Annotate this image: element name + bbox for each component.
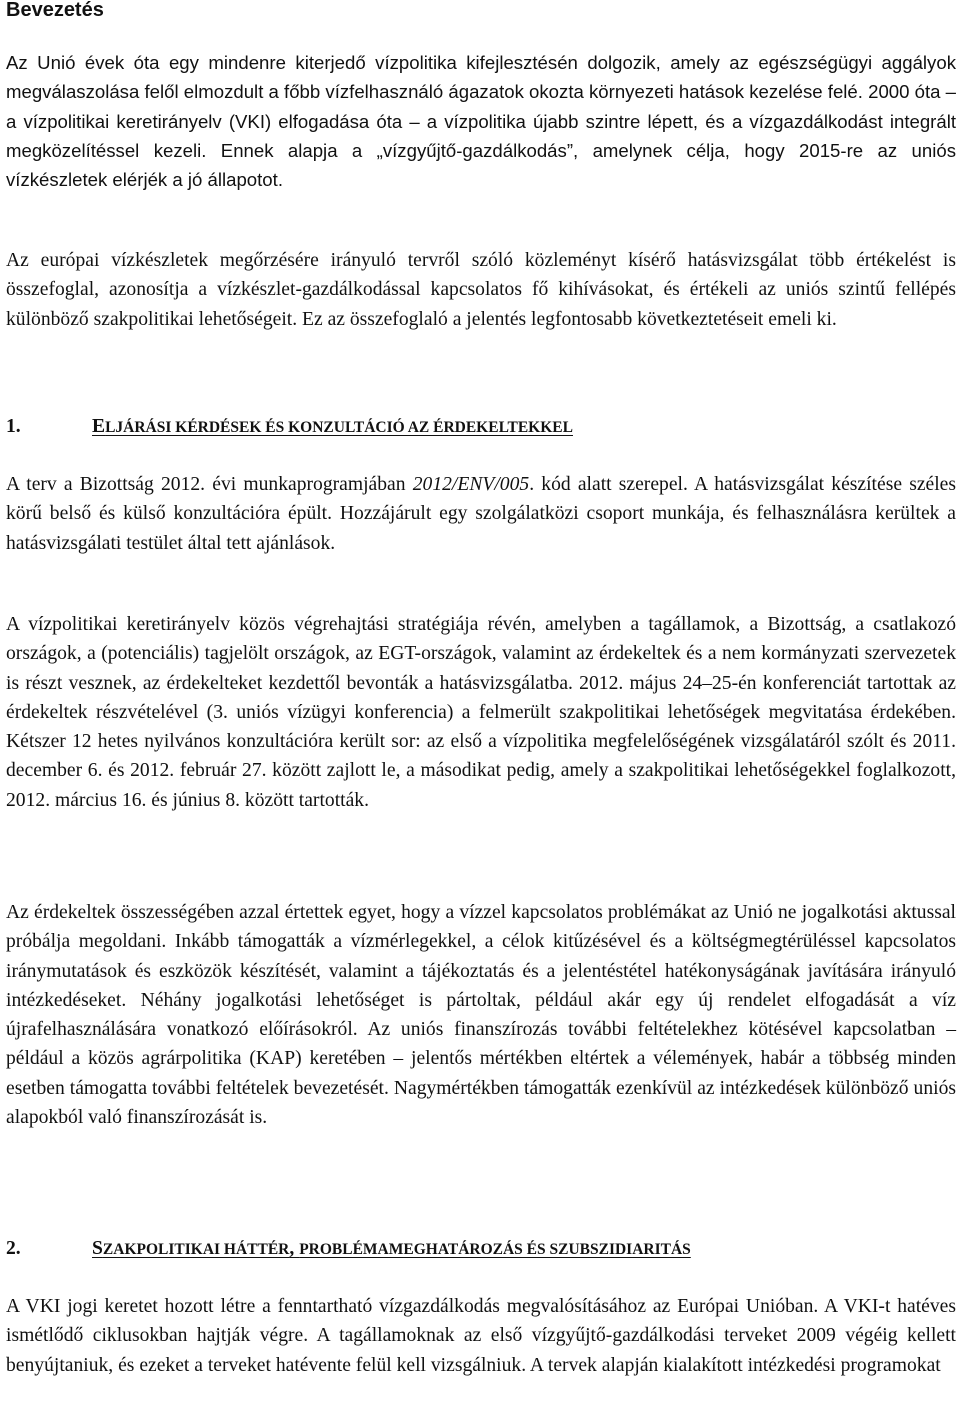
intro-paragraph-1: Az Unió évek óta egy mindenre kiterjedő vízpolitika kifejlesztésén dolgozik, amely az egészségügyi aggályok megválaszolása felől elmozdult a főbb vízfelhasználó ágazatok okozta környezeti hatások kezelése felé. 2000 óta – a vízpolitikai keretirányelv (VKI) elfogadása óta – a vízpolitika újabb szintre lépett, és a vízgazdálkodást integrált megközelítéssel kezeli. Ennek alapja a „vízgyűjtő-gazdálkodás”, amelynek célja, hogy 2015-re az uniós vízkészletek elérjék a jó állapotot. [6, 52, 956, 191]
section-1-paragraph-2: A vízpolitikai keretirányelv közös végrehajtási stratégiája révén, amelyben a tagállamok, a Bizottság, a csatlakozó országok, a (potenciális) tagjelölt országok, az EGT-országok, valamint az érdekeltek és a nem kormányzati szervezetek is részt vesznek, az érdekelteket kezdettől bevonták a hatásvizsgálatba. 2012. május 24–25-én konferenciát tartottak az érdekeltek részvételével (3. uniós vízügyi konferencia) a felmerült szakpolitikai lehetőségek megvitatása érdekében. Kétszer 12 hetes nyilvános konzultációra került sor: az első a vízpolitika megfelelőségének vizsgálatáról szólt és 2011. december 6. és 2012. február 27. között zajlott le, a másodikat pedig, amely a szakpolitikai lehetőségekkel foglalkozott, 2012. március 16. és június 8. között tartották. [6, 614, 956, 811]
section-1-number: 1. [6, 416, 21, 437]
section-1-title: ELJÁRÁSI KÉRDÉSEK ÉS KONZULTÁCIÓ AZ ÉRDEKELTEKKEL [92, 416, 573, 437]
section-1-heading [6, 416, 956, 438]
section-2-paragraph-1: A VKI jogi keretet hozott létre a fenntartható vízgazdálkodás megvalósításához az Európai Unióban. A VKI-t hatéves ismétlődő ciklusokban hajtják végre. A tagállamoknak az első vízgyűjtő-gazdálkodási terveket 2009 végéig kellett benyújtaniuk, és ezeket a terveket hatévente felül kell vizsgálniuk. A tervek alapján kialakított intézkedési programokat [6, 1296, 956, 1376]
section-2-number: 2. [6, 1238, 21, 1259]
section-2-title: SZAKPOLITIKAI HÁTTÉR, PROBLÉMAMEGHATÁROZÁS ÉS SZUBSZIDIARITÁS [92, 1238, 691, 1259]
intro-heading: Bevezetés [6, 0, 104, 21]
section-1-paragraph-3: Az érdekeltek összességében azzal értettek egyet, hogy a vízzel kapcsolatos problémákat az Unió ne jogalkotási aktussal próbálja megoldani. Inkább támogatták a vízmérlegekkel, a célok kitűzésével és a költségmegtérüléssel kapcsolatos iránymutatások és eszközök készítését, valamint a tájékoztatás és a jelentéstétel hatékonyságának javítására irányuló intézkedéseket. Néhány jogalkotási lehetőséget is pártoltak, például akár egy új rendelet elfogadását a víz újrafelhasználására vonatkozó előírásokról. Az uniós finanszírozás további feltételekhez kötésével kapcsolatban – például a közös agrárpolitika (KAP) keretében – jelentős mértékben eltértek a vélemények, habár a többség minden esetben támogatta további feltételek bevezetését. Nagymértékben támogatták ezenkívül az intézkedések különböző uniós alapokból való finanszírozását is. [6, 902, 956, 1129]
section-2-heading [6, 1238, 956, 1260]
program-code: 2012/ENV/005 [412, 474, 530, 495]
section-1-paragraph-1: A terv a Bizottság 2012. évi munkaprogramjában 2012/ENV/005. kód alatt szerepel. A hatásvizsgálat készítése széles körű belső és külső konzultációra épült. Hozzájárult egy szolgálatközi csoport munkája, és felhasználásra kerültek a hatásvizsgálati testület által tett ajánlások. [6, 474, 956, 554]
intro-paragraph-2: Az európai vízkészletek megőrzésére irányuló tervről szóló közleményt kísérő hatásvizsgálat több értékelést is összefoglal, azonosítja a vízkészlet-gazdálkodással kapcsolatos fő kihívásokat, és értékeli az uniós szintű fellépés különböző szakpolitikai lehetőségeit. Ez az összefoglaló a jelentés legfontosabb következtetéseit emeli ki. [6, 250, 956, 330]
